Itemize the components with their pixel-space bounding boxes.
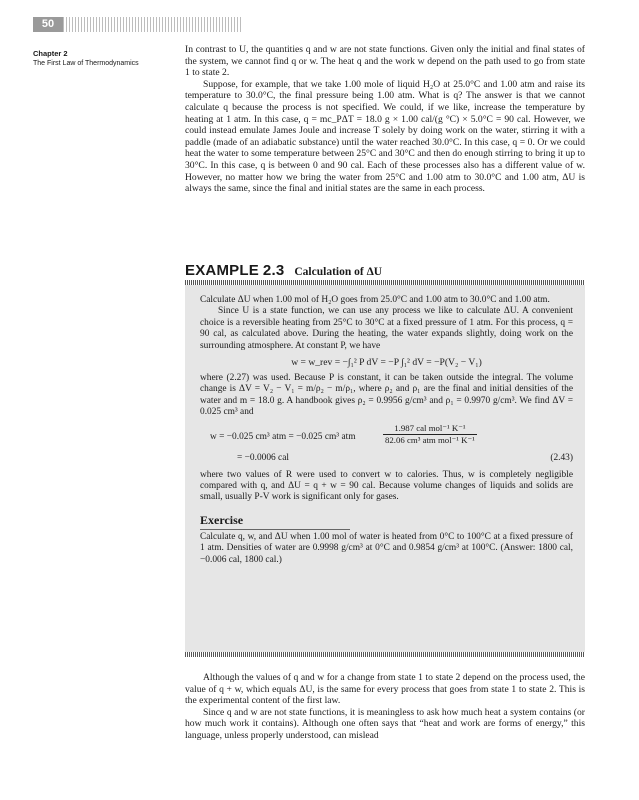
fraction-numerator: 1.987 cal mol⁻¹ K⁻¹: [383, 423, 477, 435]
exercise-title: Exercise: [200, 512, 244, 527]
example-bottom-rule: [185, 652, 585, 657]
example-box: [185, 285, 585, 652]
body-text-bottom: [185, 672, 585, 742]
example-para: where (2.27) was used. Because P is constant, it can be taken outside the integral. The volume change is ΔV = V₂ − V₁ = m/ρ₂ − m/ρ₁, where ρ₂ and ρ₁ are the final and initial densities of the water and m = 18.0 g. A handbook gives ρ₂ = 0.9956 g/cm³ and ρ₁ = 0.9970 g/cm³. We find ΔV = 0.025 cm³ and: [200, 373, 573, 418]
chapter-label: Chapter 2: [33, 49, 68, 58]
example-label: EXAMPLE: [185, 262, 259, 279]
equation-number: (2.43): [550, 452, 573, 463]
example-para: Since U is a state function, we can use any process we like to calculate ΔU. A convenient choice is a reversible heating from 25°C to 30°C at a fixed pressure of 1 atm. For this process, q = 90 cal, as calculated above. During the heating, the water expands slightly, doing work on the surrounding atmosphere. At constant P, we have: [200, 306, 573, 351]
chapter-title: The First Law of Thermodynamics: [33, 59, 139, 67]
exercise-text: Calculate q, w, and ΔU when 1.00 mol of water is heated from 0°C to 100°C at a fixed pressure of 1 atm. Densities of water are 0.9998 g/cm³ at 0°C and 0.9854 g/cm³ at 100°C. (Answer: 1800 cal, −0.006 cal, 1800 cal.): [200, 531, 573, 565]
paragraph: In contrast to U, the quantities q and w are not state functions. Given only the initial and final states of the system, we cannot find q or w. The heat q and the work w depend on the path used to go from state 1 to state 2.: [185, 44, 585, 79]
example-para: where two values of R were used to convert w to calories. Thus, w is completely negligible compared with q, and ΔU = q + w = 90 cal. Because volume changes of liquids and solids are small, usually P-V work is significant only for gases.: [200, 469, 573, 503]
example-intro: [200, 295, 573, 352]
example-intro-text: Calculate ΔU when 1.00 mol of H₂O goes from 25.0°C and 1.00 atm to 30.0°C and 1.00 atm.: [200, 295, 550, 305]
exercise-underline: [200, 529, 350, 530]
example-number: 2.3: [262, 262, 285, 279]
chapter-heading: [33, 50, 193, 68]
equation-left: w = −0.025 cm³ atm = −0.025 cm³ atm: [210, 431, 356, 442]
equation-result-value: = −0.0006 cal: [237, 452, 289, 463]
exercise-wrap: [200, 532, 573, 566]
equation-result: [200, 453, 573, 467]
body-text-top: [185, 44, 585, 195]
fraction-denominator: 82.06 cm³ atm mol⁻¹ K⁻¹: [385, 434, 475, 445]
example-para2-wrap: [200, 373, 573, 419]
paragraph: Although the values of q and w for a change from state 1 to state 2 depend on the process used, the value of q + w, which equals ΔU, is the same for every process that goes from state 1 to state 2. This is the experimental content of the first law.: [185, 672, 585, 707]
equation-fraction: [383, 423, 477, 446]
example-title: Calculation of ΔU: [294, 266, 383, 278]
example-content: [200, 295, 573, 566]
paragraph: Suppose, for example, that we take 1.00 mole of liquid H₂O at 25.0°C and 1.00 atm and raise its temperature to 30.0°C, the final pressure being 1.00 atm. What is q? The answer is that we cannot calculate q because the process is not specified. We could, if we like, increase the temperature by heating at 1 atm. In this case, q = mc_PΔT = 18.0 g × 1.00 cal/(g °C) × 5.0°C = 90 cal. However, we could instead emulate James Joule and increase T solely by doing work on the water, stirring it with a paddle (made of an adiabatic substance) until the water reached 30.0°C. In this case, q = 0. Or we could heat the water to some temperature between 25°C and 30°C and then do enough stirring to bring it up to 30°C. In this case, q is between 0 and 90 cal. Each of these processes also has a different value of w. However, no matter how we bring the water from 25°C and 1.00 atm to 30.0°C and 1.00 atm, ΔU is always the same, since the final and initial states are the same in each process.: [185, 78, 585, 195]
header-strip: [33, 17, 243, 32]
paragraph: Since q and w are not state functions, it is meaningless to ask how much heat a system contains (or how much work it contains). Although one often says that “heat and work are forms of energy,” this language, unless properly understood, can mislead: [185, 706, 585, 741]
example-para3-wrap: [200, 470, 573, 504]
example-heading: [185, 262, 585, 280]
page-number: 50: [33, 17, 63, 32]
equation-work: w = w_rev = −∫₁² P dV = −P ∫₁² dV = −P(V₂ − V₁): [291, 357, 482, 369]
equation-conversion: [200, 423, 573, 453]
